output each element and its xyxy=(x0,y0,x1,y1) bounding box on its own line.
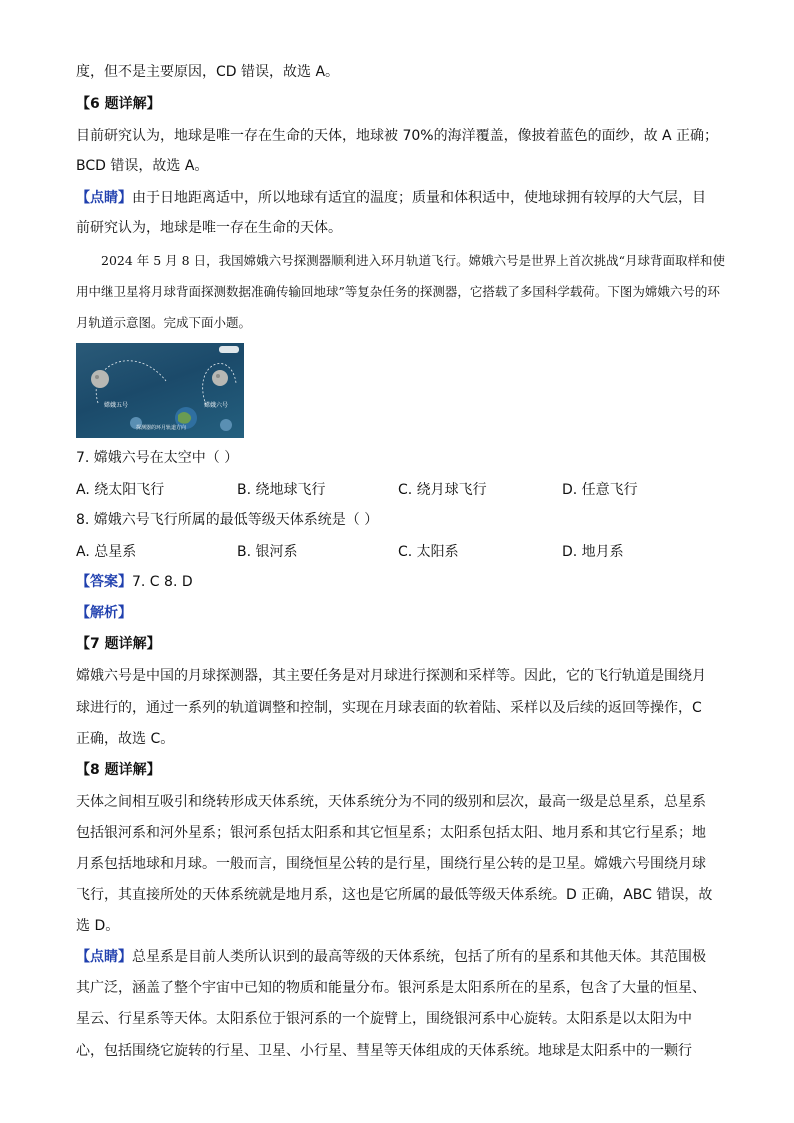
text-line: 目前研究认为，地球是唯一存在生命的天体，地球被 70%的海洋覆盖，像披着蓝色的面纱，故 A 正确； xyxy=(76,128,719,144)
text-line: 月系包括地球和月球。一般而言，围绕恒星公转的是行星，围绕行星公转的是卫星。嫦娥六号围绕月球 xyxy=(76,856,706,872)
q7-option-b: B. 绕地球飞行 xyxy=(237,482,326,498)
figure-caption: 探测器的环月轨道方向 xyxy=(136,425,187,431)
text-line: 包括银河系和河外星系；银河系包括太阳系和其它恒星系；太阳系包括太阳、地月系和其它行星系；地 xyxy=(76,825,706,841)
passage-text: 2024 年 5 月 8 日，我国嫦娥六号探测器顺利进入环月轨道飞行。嫦娥六号是世界上首次挑战“月球背面取样和使用中继卫星将月球背面探测数据准确传输回地球”等复杂任务的探测器，它搭载了多国科学载荷。下图为嫦娥六号的环月轨道示意图。完成下面小题。 xyxy=(76,253,725,330)
answer-line xyxy=(76,572,716,592)
q8-options xyxy=(76,541,716,561)
q7-options xyxy=(76,479,716,499)
dianjing-text: 由于日地距离适中，所以地球有适宜的温度；质量和体积适中，使地球拥有较厚的大气层，目 xyxy=(132,190,706,206)
chang-e-5-label: 嫦娥五号 xyxy=(104,402,129,409)
q7-stem: 7. 嫦娥六号在太空中（ ） xyxy=(76,450,239,466)
dianjing-label: 【点睛】 xyxy=(76,949,132,965)
text-line: 度，但不是主要原因，CD 错误，故选 A。 xyxy=(76,64,340,80)
text-line: 球进行的，通过一系列的轨道调整和控制，实现在月球表面的软着陆、采样以及后续的返回等操作，C xyxy=(76,700,702,716)
text-line: 飞行，其直接所处的天体系统就是地月系，这也是它所属的最低等级天体系统。D 正确，ABC 错误，故 xyxy=(76,887,713,903)
text-line: 其广泛，涵盖了整个宇宙中已知的物质和能量分布。银河系是太阳系所在的星系，包含了大量的恒星、 xyxy=(76,980,706,996)
chang-e-6-label: 嫦娥六号 xyxy=(204,402,229,409)
text-line: 心，包括围绕它旋转的行星、卫星、小行星、彗星等天体组成的天体系统。地球是太阳系中的一颗行 xyxy=(76,1043,692,1059)
answer-label: 【答案】 xyxy=(76,574,132,590)
dianjing-paragraph xyxy=(76,188,716,208)
dianjing-label: 【点睛】 xyxy=(76,190,132,206)
q8-stem: 8. 嫦娥六号飞行所属的最低等级天体系统是（ ） xyxy=(76,512,379,528)
q8-detail-heading: 【8 题详解】 xyxy=(76,762,161,778)
text-line: 前研究认为，地球是唯一存在生命的天体。 xyxy=(76,220,342,236)
dianjing-paragraph xyxy=(76,947,716,967)
text-line: 选 D。 xyxy=(76,918,120,934)
q8-option-d: D. 地月系 xyxy=(562,544,624,560)
q8-option-c: C. 太阳系 xyxy=(398,544,459,560)
text-line: BCD 错误，故选 A。 xyxy=(76,158,209,174)
q7-detail-heading: 【7 题详解】 xyxy=(76,636,161,652)
analysis-label: 【解析】 xyxy=(76,605,132,621)
q6-detail-heading: 【6 题详解】 xyxy=(76,96,161,112)
text-line: 星云、行星系等天体。太阳系位于银河系的一个旋臂上，围绕银河系中心旋转。太阳系是以太阳为中 xyxy=(76,1011,692,1027)
q8-option-a: A. 总星系 xyxy=(76,544,137,560)
q7-option-a: A. 绕太阳飞行 xyxy=(76,482,165,498)
orbit-figure xyxy=(76,343,244,438)
text-line: 天体之间相互吸引和绕转形成天体系统，天体系统分为不同的级别和层次，最高一级是总星系，总星系 xyxy=(76,794,706,810)
q7-option-c: C. 绕月球飞行 xyxy=(398,482,487,498)
answer-text: 7. C 8. D xyxy=(132,574,193,590)
q8-option-b: B. 银河系 xyxy=(237,544,298,560)
text-line: 嫦娥六号是中国的月球探测器，其主要任务是对月球进行探测和采样等。因此，它的飞行轨道是围绕月 xyxy=(76,668,706,684)
dianjing-text: 总星系是目前人类所认识到的最高等级的天体系统，包括了所有的星系和其他天体。其范围极 xyxy=(132,949,706,965)
text-line: 正确，故选 C。 xyxy=(76,731,175,747)
q7-option-d: D. 任意飞行 xyxy=(562,482,638,498)
